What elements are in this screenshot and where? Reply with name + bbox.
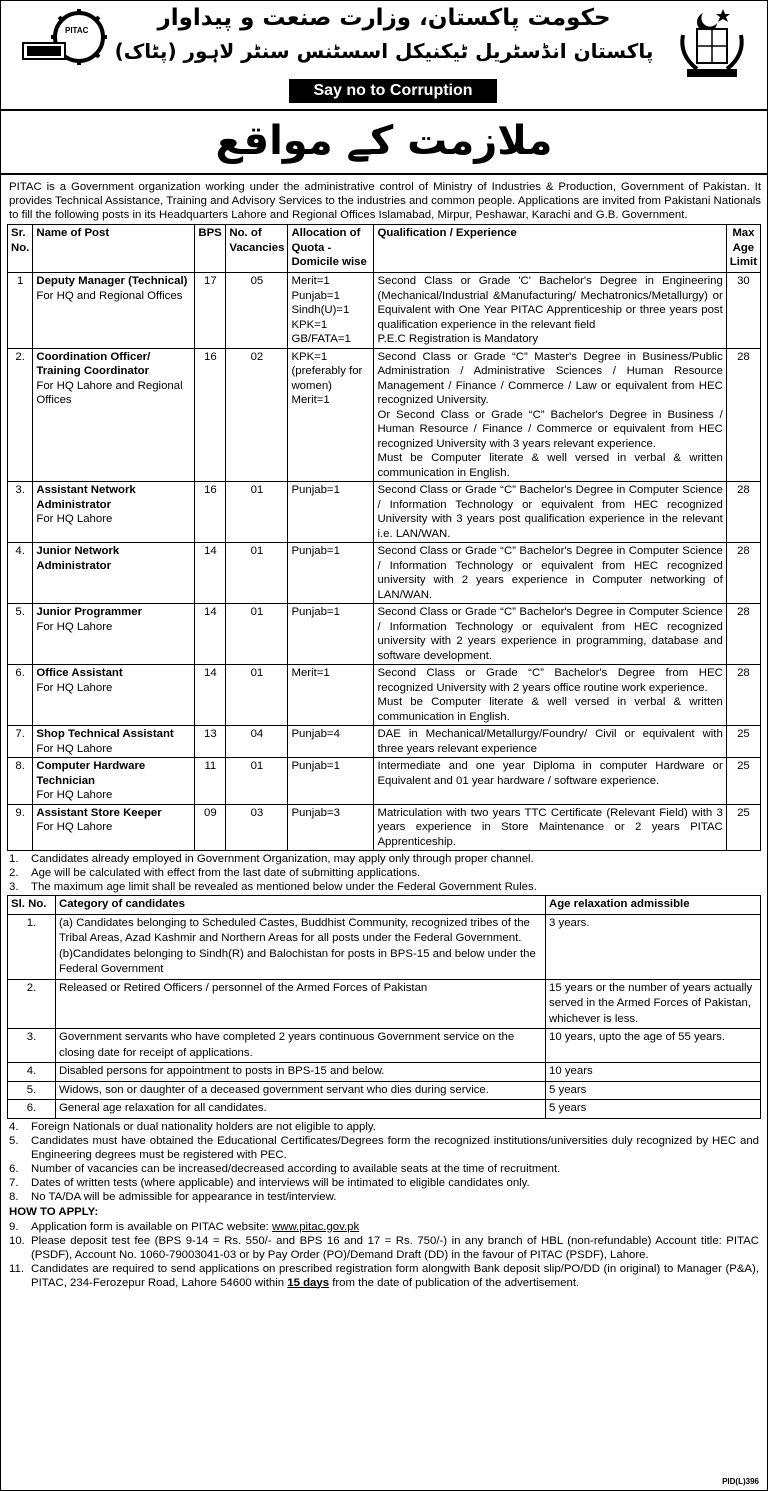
- cell-post-name: [33, 273, 195, 349]
- cell-relaxation: 5 years: [546, 1081, 761, 1100]
- cell-age: 28: [726, 665, 760, 726]
- item-number: 9.: [9, 1220, 19, 1233]
- note-text: Candidates must have obtained the Educational Certificates/Degrees form the recognized institutions/universities duly recognized by HEC and Engineering degrees must be registered with PEC.: [31, 1134, 759, 1161]
- quota-line: (preferably for women): [291, 365, 363, 392]
- post-title: Junior Network Administrator: [36, 545, 120, 572]
- cell-bps: 09: [195, 804, 226, 851]
- deadline-days: 15 days: [287, 1276, 330, 1289]
- quota-line: Merit=1: [291, 667, 330, 679]
- table-row: [8, 1081, 761, 1100]
- header: [7, 1, 761, 109]
- note-item: [9, 852, 759, 866]
- cell-bps: 11: [195, 758, 226, 805]
- table-row: [8, 804, 761, 851]
- post-title: Coordination Officer/ Training Coordinator: [36, 350, 151, 377]
- qualification-text: Second Class or Grade “C” Bachelor's Degree in Computer Science / Information Technology or equivalent from HEC recognized university with 2 years experience in Computer networking of LAN/WAN.: [377, 545, 723, 601]
- note-number: 4.: [9, 1120, 19, 1133]
- quota-line: Punjab=1: [291, 484, 340, 496]
- cell-bps: 16: [195, 348, 226, 482]
- note-item: [9, 1162, 759, 1176]
- col-quota: Allocation of Quota - Domicile wise: [288, 225, 374, 273]
- cell-quota: [288, 482, 374, 543]
- cell-sl: 3.: [8, 1029, 56, 1063]
- quota-line: KPK=1: [291, 318, 328, 331]
- note-text: Dates of written tests (where applicable) and interviews will be intimated to eligible candidates only.: [31, 1176, 530, 1189]
- post-title: Deputy Manager (Technical): [36, 275, 188, 287]
- quota-line: KPK=1: [291, 350, 328, 363]
- cell-sr: 4.: [8, 543, 33, 604]
- qualification-text: P.E.C Registration is Mandatory: [377, 333, 539, 345]
- age-relaxation-table: [7, 895, 761, 1119]
- notes-list-a: [7, 851, 761, 895]
- svg-text:PITAC: PITAC: [65, 26, 89, 35]
- cell-post-name: [33, 348, 195, 482]
- col-bps: BPS: [195, 225, 226, 273]
- table-row: [8, 543, 761, 604]
- note-item: [9, 866, 759, 880]
- post-title: Assistant Store Keeper: [36, 806, 162, 819]
- cell-age: 25: [726, 726, 760, 758]
- item-text: Candidates are required to send applications on prescribed registration form alongwith Bank deposit slip/PO/DD (in original) to Manager (P&A), PITAC, 234-Ferozepur Road, Lahore 54600 within: [31, 1262, 759, 1289]
- col-sl: Sl. No.: [8, 896, 56, 915]
- cell-vacancies: 01: [226, 482, 288, 543]
- item-number: 10.: [9, 1234, 25, 1247]
- notes-list-b: [7, 1119, 761, 1205]
- table-row: [8, 1100, 761, 1119]
- item-number: 11.: [9, 1262, 24, 1275]
- cell-vacancies: 01: [226, 665, 288, 726]
- cell-sr: 6.: [8, 665, 33, 726]
- note-item: [9, 1176, 759, 1190]
- note-number: 6.: [9, 1162, 19, 1175]
- cell-sr: 9.: [8, 804, 33, 851]
- category-text: Widows, son or daughter of a deceased government servant who dies during service.: [59, 1083, 489, 1096]
- cell-category: [56, 1081, 546, 1100]
- qualification-text: DAE in Mechanical/Metallurgy/Foundry/ Civil or equivalent with three years relevant experience: [377, 728, 723, 755]
- cell-qualification: [374, 482, 726, 543]
- col-sr: Sr. No.: [8, 225, 33, 273]
- cell-age: 25: [726, 758, 760, 805]
- col-name: Name of Post: [33, 225, 195, 273]
- cell-relaxation: 10 years: [546, 1063, 761, 1082]
- post-location: For HQ and Regional Offices: [36, 289, 183, 302]
- cell-category: [56, 1063, 546, 1082]
- col-relaxation: Age relaxation admissible: [546, 896, 761, 915]
- cell-quota: [288, 726, 374, 758]
- note-number: 1.: [9, 853, 19, 865]
- cell-qualification: [374, 804, 726, 851]
- cell-category: [56, 1100, 546, 1119]
- col-qualification: Qualification / Experience: [374, 225, 726, 273]
- qualification-text: Or Second Class or Grade “C” Bachelor's Degree in Business / Human Resource / Finance / Commerce or equivalent from HEC recognized University with 3 years relevant experience.: [377, 408, 723, 450]
- slogan-badge: Say no to Corruption: [289, 79, 497, 103]
- note-number: 2.: [9, 867, 19, 879]
- cell-relaxation: 5 years: [546, 1100, 761, 1119]
- cell-age: 28: [726, 543, 760, 604]
- post-title: Office Assistant: [36, 667, 123, 679]
- cell-quota: [288, 665, 374, 726]
- cell-sr: 1: [8, 273, 33, 349]
- post-title: Shop Technical Assistant: [36, 728, 174, 740]
- cell-quota: [288, 804, 374, 851]
- cell-quota: [288, 273, 374, 349]
- table-row: [8, 348, 761, 482]
- cell-qualification: [374, 665, 726, 726]
- cell-relaxation: 3 years.: [546, 914, 761, 979]
- category-text: Disabled persons for appointment to posts in BPS-15 and below.: [59, 1065, 385, 1077]
- cell-bps: 14: [195, 604, 226, 665]
- cell-sr: 3.: [8, 482, 33, 543]
- item-text: Please deposit test fee (BPS 9-14 = Rs. 550/- and BPS 16 and 17 = Rs. 750/-) in any branch of HBL (non-refundable) Account title: PITAC (PSDF), Account No. 1060-79003041-03 or by Pay Order (PO)/Demand Draft (DD) in the favour of PITAC (PSDF), Lahore.: [31, 1234, 759, 1261]
- item-text: Application form is available on PITAC website:: [31, 1220, 272, 1233]
- cell-sl: 6.: [8, 1100, 56, 1119]
- relax-table-body: [8, 914, 761, 1118]
- note-number: 5.: [9, 1134, 19, 1147]
- cell-post-name: [33, 758, 195, 805]
- note-number: 3.: [9, 881, 19, 893]
- cell-category: [56, 914, 546, 979]
- apply-item-10: [9, 1234, 759, 1262]
- cell-sl: 4.: [8, 1063, 56, 1082]
- cell-age: 28: [726, 604, 760, 665]
- cell-qualification: [374, 604, 726, 665]
- cell-sl: 2.: [8, 979, 56, 1029]
- quota-line: Sindh(U)=1: [291, 304, 350, 316]
- apply-item-9: [9, 1220, 759, 1234]
- cell-qualification: [374, 273, 726, 349]
- cell-vacancies: 05: [226, 273, 288, 349]
- qualification-text: Second Class or Grade 'C' Bachelor's Degree in Engineering (Mechanical/Industrial &Manufacturing/ Mechatronics/Metallurgy) or Equivalent with One Year PITAC Apprenticeship or three years post qualification experience in the relevant field: [377, 275, 723, 331]
- table-row: [8, 665, 761, 726]
- cell-post-name: [33, 804, 195, 851]
- header-urdu-organization: پاکستان انڈسٹریل ٹیکنیکل اسسٹنس سنٹر لاہور (پٹاک): [114, 39, 654, 63]
- table-row: [8, 1063, 761, 1082]
- category-text: (b)Candidates belonging to Sindh(R) and Balochistan for posts in BPS-15 and below under the Federal Government: [59, 947, 536, 975]
- cell-age: 30: [726, 273, 760, 349]
- cell-sr: 8.: [8, 758, 33, 805]
- cell-age: 25: [726, 804, 760, 851]
- qualification-text: Intermediate and one year Diploma in computer Hardware or Equivalent and 01 year hardware / software experience.: [377, 760, 723, 787]
- note-number: 8.: [9, 1190, 19, 1203]
- website-link[interactable]: www.pitac.gov.pk: [272, 1220, 360, 1233]
- post-location: For HQ Lahore: [36, 789, 113, 801]
- post-location: For HQ Lahore and Regional Offices: [36, 379, 183, 406]
- quota-line: Merit=1: [291, 394, 330, 406]
- post-location: For HQ Lahore: [36, 513, 113, 525]
- how-to-apply-heading: HOW TO APPLY:: [9, 1205, 99, 1218]
- cell-category: [56, 1029, 546, 1063]
- col-age: Max Age Limit: [726, 225, 760, 273]
- cell-age: 28: [726, 482, 760, 543]
- note-item: [9, 1190, 759, 1204]
- note-number: 7.: [9, 1176, 19, 1189]
- post-title: Assistant Network Administrator: [36, 484, 136, 511]
- note-text: Candidates already employed in Government Organization, may apply only through proper channel.: [31, 853, 534, 865]
- note-text: No TA/DA will be admissible for appearance in test/interview.: [31, 1190, 337, 1203]
- state-emblem-icon: [673, 5, 751, 83]
- note-item: [9, 1120, 759, 1134]
- qualification-text: Matriculation with two years TTC Certificate (Relevant Field) with 3 years experience in Store Maintenance or 2 years PITAC Apprenticeship.: [377, 806, 723, 848]
- note-item: [9, 880, 759, 894]
- table-row: [8, 979, 761, 1029]
- cell-qualification: [374, 758, 726, 805]
- banner-title: ملازمت کے مواقع: [215, 118, 553, 164]
- table-row: [8, 604, 761, 665]
- table-row: [8, 1029, 761, 1063]
- table-row: [8, 726, 761, 758]
- table-row: [8, 914, 761, 979]
- quota-line: Punjab=1: [291, 760, 340, 772]
- cell-vacancies: 04: [226, 726, 288, 758]
- cell-vacancies: 01: [226, 543, 288, 604]
- cell-category: [56, 979, 546, 1029]
- cell-sl: 5.: [8, 1081, 56, 1100]
- relax-table-header: [8, 896, 761, 915]
- cell-post-name: [33, 726, 195, 758]
- quota-line: Punjab=1: [291, 545, 340, 557]
- quota-line: GB/FATA=1: [291, 333, 351, 345]
- qualification-text: Must be Computer literate & well versed in verbal & written communication in English.: [377, 452, 723, 479]
- how-to-apply-list: [7, 1219, 761, 1291]
- posts-table-header: [8, 225, 761, 273]
- cell-vacancies: 01: [226, 758, 288, 805]
- note-text: Number of vacancies can be increased/decreased according to available seats at the time of recruitment.: [31, 1162, 561, 1175]
- cell-qualification: [374, 726, 726, 758]
- posts-table-body: [8, 273, 761, 851]
- item-text: from the date of publication of the advertisement.: [329, 1276, 580, 1289]
- cell-bps: 14: [195, 543, 226, 604]
- cell-vacancies: 01: [226, 604, 288, 665]
- cell-bps: 14: [195, 665, 226, 726]
- cell-quota: [288, 543, 374, 604]
- cell-bps: 16: [195, 482, 226, 543]
- cell-vacancies: 03: [226, 804, 288, 851]
- col-vacancies: No. of Vacancies: [226, 225, 288, 273]
- post-location: For HQ Lahore: [36, 821, 113, 833]
- quota-line: Merit=1: [291, 275, 330, 287]
- note-text: Foreign Nationals or dual nationality holders are not eligible to apply.: [31, 1120, 376, 1133]
- post-location: For HQ Lahore: [36, 742, 113, 755]
- qualification-text: Second Class or Grade “C” Bachelor's Degree in Computer Science / Information Technology or equivalent from HEC recognized university with 2 years experience in programming, database and software development.: [377, 606, 723, 662]
- cell-quota: [288, 758, 374, 805]
- col-category: Category of candidates: [56, 896, 546, 915]
- quota-line: Punjab=3: [291, 806, 340, 819]
- category-text: (a) Candidates belonging to Scheduled Castes, Buddhist Community, recognized tribes of the Tribal Areas, Azad Kashmir and Northern Areas for all posts under the Federal Government.: [59, 916, 530, 944]
- qualification-text: Second Class or Grade “C” Master's Degree in Business/Public Administration / Administrative Sciences / Human Resource Management / Finance / Commerce / Law or equivalent from HEC recognized University.: [377, 350, 723, 406]
- cell-relaxation: 10 years, upto the age of 55 years.: [546, 1029, 761, 1063]
- table-row: [8, 273, 761, 349]
- category-text: General age relaxation for all candidates.: [59, 1102, 267, 1114]
- cell-bps: 13: [195, 726, 226, 758]
- cell-sr: 5.: [8, 604, 33, 665]
- quota-line: Punjab=1: [291, 606, 340, 618]
- table-row: [8, 482, 761, 543]
- post-title: Junior Programmer: [36, 606, 143, 618]
- apply-item-11: [9, 1262, 759, 1290]
- post-location: For HQ Lahore: [36, 681, 113, 694]
- cell-post-name: [33, 482, 195, 543]
- cell-qualification: [374, 348, 726, 482]
- quota-line: Punjab=1: [291, 289, 340, 302]
- header-urdu-ministry: حکومت پاکستان، وزارت صنعت و پیداوار: [157, 5, 611, 31]
- cell-sl: 1.: [8, 914, 56, 979]
- cell-post-name: [33, 543, 195, 604]
- cell-age: 28: [726, 348, 760, 482]
- cell-relaxation: 15 years or the number of years actually served in the Armed Forces of Pakistan, whichever is less.: [546, 979, 761, 1029]
- quota-line: Punjab=4: [291, 728, 340, 740]
- post-title: Computer Hardware Technician: [36, 760, 146, 787]
- cell-quota: [288, 604, 374, 665]
- qualification-text: Second Class or Grade “C” Bachelor's Degree in Computer Science / Information Technology or equivalent from HEC recognized University with 3 years post qualification experience in the relevant i.e. LAN/WAN.: [377, 484, 723, 540]
- cell-post-name: [33, 665, 195, 726]
- table-row: [8, 758, 761, 805]
- cell-bps: 17: [195, 273, 226, 349]
- cell-sr: 2.: [8, 348, 33, 482]
- note-item: [9, 1134, 759, 1162]
- cell-post-name: [33, 604, 195, 665]
- publication-code: PID(L)396: [722, 1477, 759, 1486]
- category-text: Released or Retired Officers / personnel of the Armed Forces of Pakistan: [59, 981, 428, 994]
- category-text: Government servants who have completed 2 years continuous Government service on the closing date for receipt of applications.: [59, 1031, 515, 1059]
- cell-quota: [288, 348, 374, 482]
- qualification-text: Second Class or Grade “C” Bachelor's Degree from HEC recognized University with 2 years office routine work experience.: [377, 667, 723, 694]
- post-location: For HQ Lahore: [36, 620, 113, 633]
- cell-sr: 7.: [8, 726, 33, 758]
- intro-paragraph: PITAC is a Government organization working under the administrative control of Ministry of Industries & Production, Government of Pakistan. It provides Technical Assistance, Training and Advisory Services to the industries and common people. Applications are invited from Pakistani Nationals to fill the following posts in its Headquarters Lahore and Regional Offices Islamabad, Mirpur, Peshawar, Karachi and G.B. Government.: [9, 181, 761, 221]
- qualification-text: Must be Computer literate & well versed in verbal & written communication in English.: [377, 696, 723, 723]
- cell-vacancies: 02: [226, 348, 288, 482]
- note-text: The maximum age limit shall be revealed as mentioned below under the Federal Government Rules.: [31, 881, 537, 893]
- cell-qualification: [374, 543, 726, 604]
- note-text: Age will be calculated with effect from the last date of submitting applications.: [31, 867, 421, 879]
- posts-table: [7, 224, 761, 851]
